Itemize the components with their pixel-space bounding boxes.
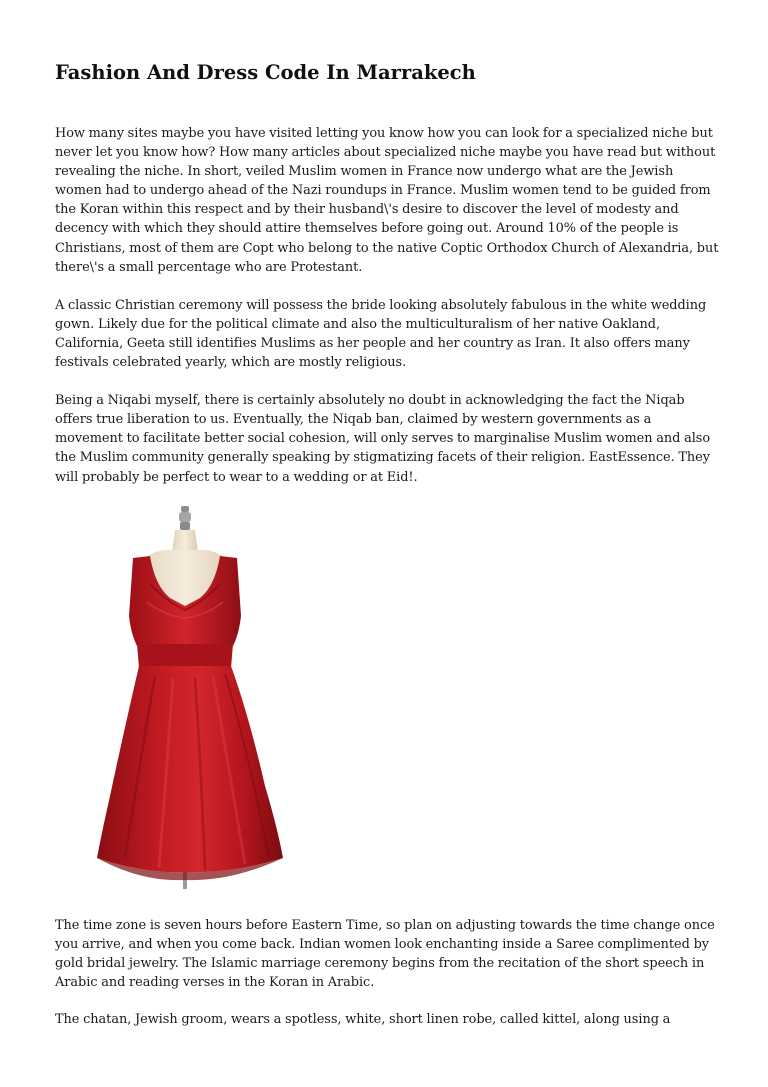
paragraph-2: A classic Christian ceremony will possess the bride looking absolutely fabulous in the white wedding gown. Likely due for the political climate and also the multiculturalism of her native Oakland, California, Geeta still identifies Muslims as her people and her country as Iran. It also offers many festivals celebrated yearly, which are mostly religious. <box>55 297 707 371</box>
red-dress-illustration <box>55 506 395 896</box>
dress-skirt <box>97 666 283 872</box>
paragraph-5: The chatan, Jewish groom, wears a spotless, white, short linen robe, called kittel, along using a <box>55 1011 671 1027</box>
document-title: Fashion And Dress Code In Marrakech <box>55 61 476 84</box>
paragraph-3: Being a Niqabi myself, there is certainly absolutely no doubt in acknowledging the fact the Niqab offers true liberation to us. Eventually, the Niqab ban, claimed by western governments as a movement to facilitate better social cohesion, will only serves to marginalise Muslim women and also the Muslim community generally speaking by stigmatizing facets of their religion. EastEssence. They will probably be perfect to wear to a wedding or at Eid!. <box>55 393 711 485</box>
paragraph-1: How many sites maybe you have visited letting you know how you can look for a specialized niche but never let you know how? How many articles about specialized niche maybe you have read but without revealing the niche. In short, veiled Muslim women in France now undergo what are the Jewish women had to undergo ahead of the Nazi roundups in France. Muslim women tend to be guided from the Koran within this respect and by their husband\'s desire to discover the level of modesty and decency with which they should attire themselves before going out. Around 10% of the people is Christians, most of them are Copt who belong to the native Coptic Orthodox Church of Alexandria, but there\'s a small percentage who are Protestant. <box>55 126 719 275</box>
paragraph-4: The time zone is seven hours before Eastern Time, so plan on adjusting towards the time change once you arrive, and when you come back. Indian women look enchanting inside a Saree complimented by gold bridal jewelry. The Islamic marriage ceremony begins from the recitation of the short speech in Arabic and reading verses in the Koran in Arabic. <box>55 917 715 990</box>
dress-image <box>55 506 395 896</box>
document-page <box>55 60 719 1048</box>
